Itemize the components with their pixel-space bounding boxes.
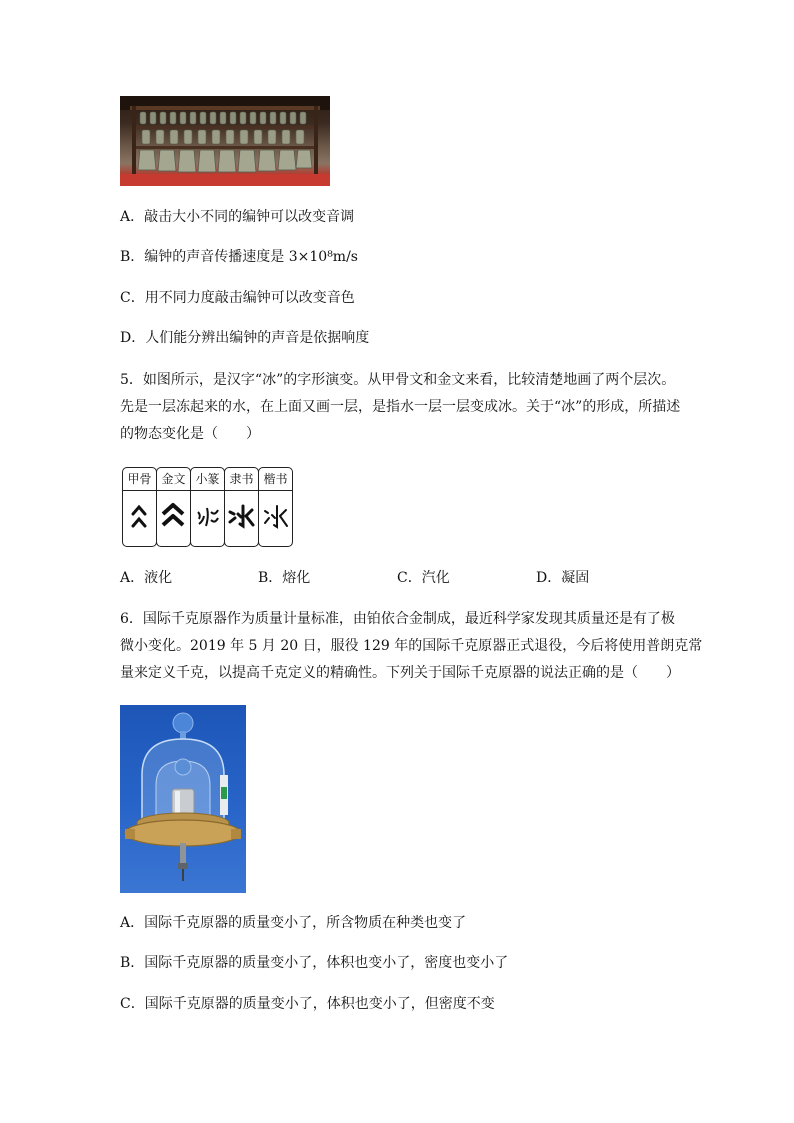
glyph-label: 金文 <box>157 468 190 491</box>
glyph-cell-small-seal <box>190 467 225 547</box>
q5-option-a: A．液化 <box>120 570 173 586</box>
chime-bells-photo <box>120 96 330 186</box>
glyph-label: 隶书 <box>225 468 258 491</box>
q6-stem-line-1: 6．国际千克原器作为质量计量标准，由铂依合金制成，最近科学家发现其质量还是有了极 <box>120 611 675 627</box>
q5-stem-line-1: 5．如图所示，是汉字“冰”的字形演变。从甲骨文和金文来看，比较清楚地画了两个层次。 <box>120 372 676 388</box>
q5-stem-line-3: 的物态变化是（ ） <box>120 426 260 442</box>
regular-glyph-icon <box>259 492 292 544</box>
q6-option-c: C．国际千克原器的质量变小了，体积也变小了，但密度不变 <box>120 996 495 1012</box>
bronze-glyph-icon <box>157 492 190 544</box>
clerical-glyph-icon <box>225 492 258 544</box>
glyph-cell-bronze <box>156 467 191 547</box>
q5-option-d: D．凝固 <box>536 570 590 586</box>
q6-stem-line-3: 量来定义千克，以提高千克定义的精确性。下列关于国际千克原器的说法正确的是（ ） <box>120 665 680 681</box>
q5-option-b: B．熔化 <box>258 570 311 586</box>
q4-option-c: C．用不同力度敲击编钟可以改变音色 <box>120 290 355 306</box>
q6-stem-line-2: 微小变化。2019 年 5 月 20 日，服役 129 年的国际千克原器正式退役，今后将使用普朗克常 <box>120 638 703 654</box>
glyph-cell-clerical <box>224 467 259 547</box>
q6-option-a: A．国际千克原器的质量变小了，所含物质在种类也变了 <box>120 915 467 931</box>
small-seal-glyph-icon <box>191 492 224 544</box>
q6-option-b: B．国际千克原器的质量变小了，体积也变小了，密度也变小了 <box>120 955 509 971</box>
glyph-label: 楷书 <box>259 468 292 491</box>
kilogram-prototype-photo <box>120 705 246 893</box>
q4-option-b: B．编钟的声音传播速度是 3×10⁸m/s <box>120 249 358 265</box>
q4-option-a: A．敲击大小不同的编钟可以改变音调 <box>120 209 355 225</box>
oracle-bone-glyph-icon <box>123 492 156 544</box>
glyph-label: 甲骨 <box>123 468 156 491</box>
glyph-cell-regular <box>258 467 293 547</box>
q5-stem-line-2: 先是一层冻起来的水，在上面又画一层，是指水一层一层变成冰。关于“冰”的形成，所描述 <box>120 399 681 415</box>
q4-option-d: D．人们能分辨出编钟的声音是依据响度 <box>120 330 370 346</box>
glyph-cell-oracle <box>122 467 157 547</box>
q5-option-c: C．汽化 <box>397 570 450 586</box>
glyph-label: 小篆 <box>191 468 224 491</box>
